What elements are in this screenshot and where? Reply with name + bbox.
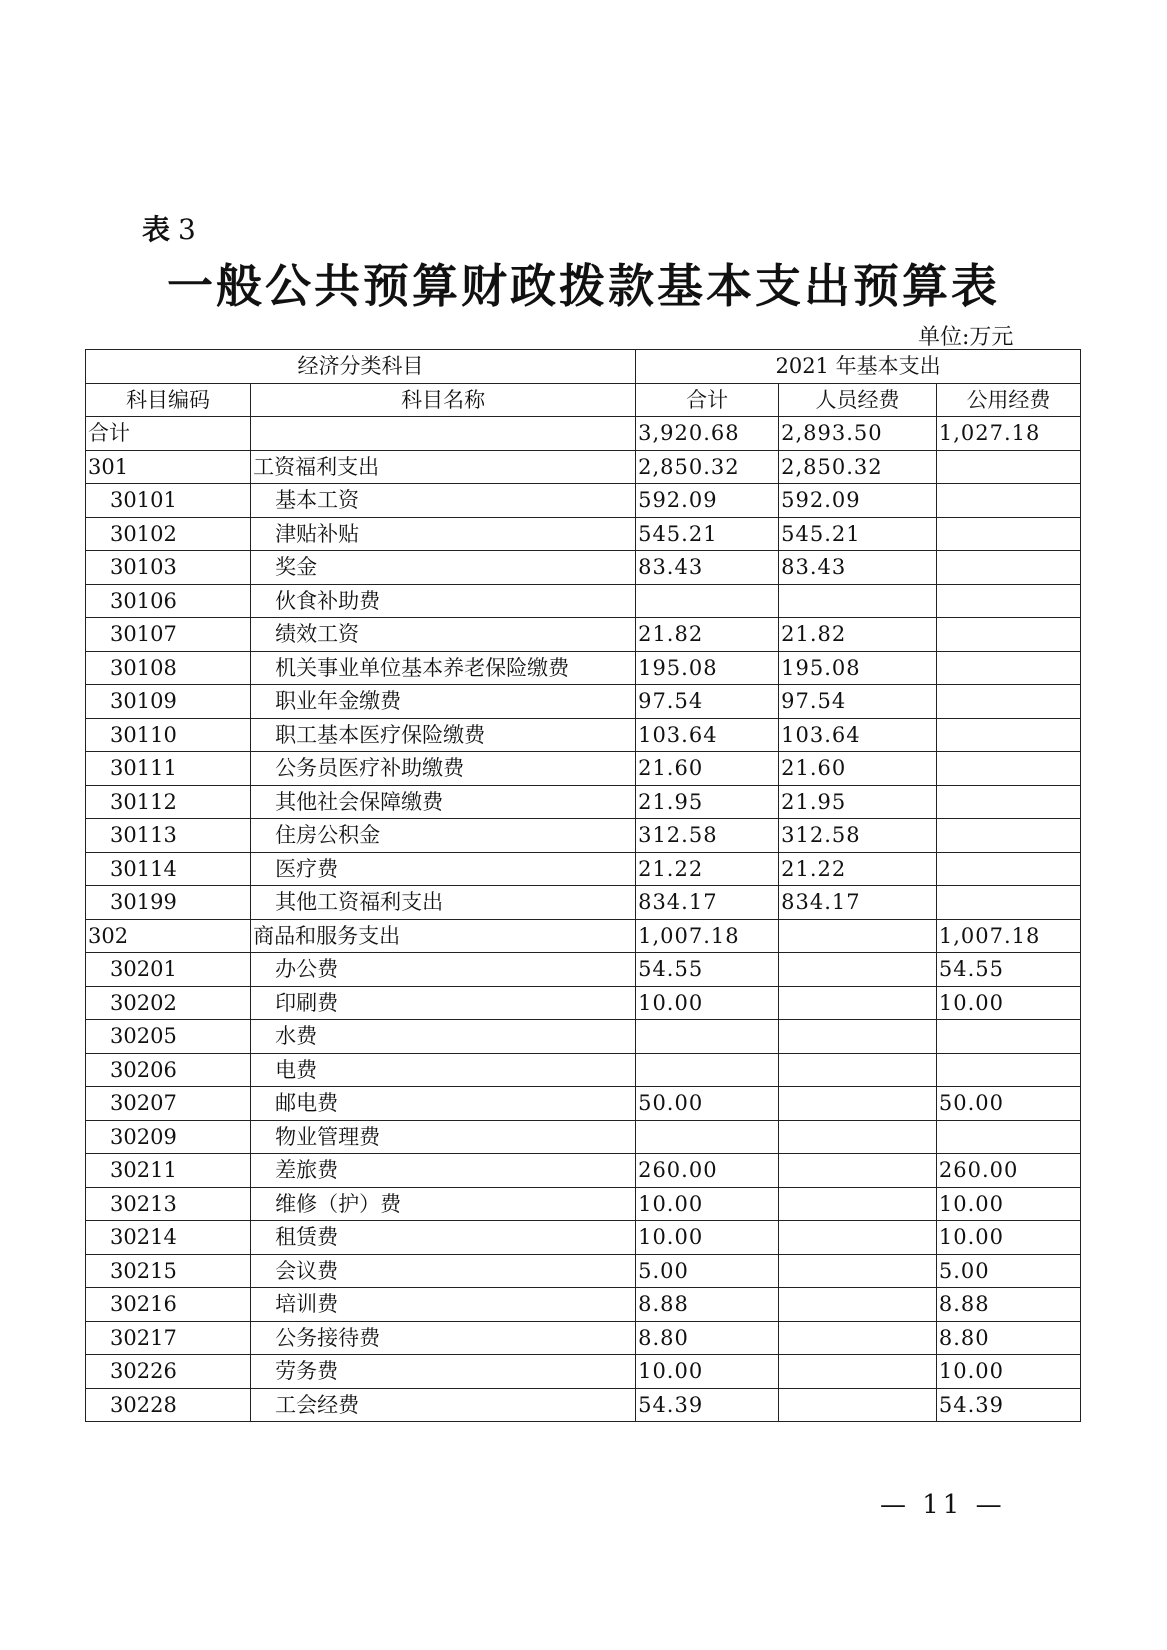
cell-personnel: 2,850.32 — [779, 450, 937, 484]
cell-personnel: 195.08 — [779, 651, 937, 685]
cell-total — [636, 1120, 779, 1154]
cell-personnel: 312.58 — [779, 819, 937, 853]
table-row — [86, 1020, 1081, 1054]
table-row — [86, 1187, 1081, 1221]
cell-public — [936, 584, 1080, 618]
cell-code: 30103 — [86, 551, 251, 585]
cell-total: 3,920.68 — [636, 417, 779, 451]
cell-code: 30101 — [86, 484, 251, 518]
cell-name: 印刷费 — [251, 986, 636, 1020]
cell-public: 8.80 — [936, 1321, 1080, 1355]
cell-name: 商品和服务支出 — [251, 919, 636, 953]
cell-public — [936, 484, 1080, 518]
cell-total: 2,850.32 — [636, 450, 779, 484]
cell-total — [636, 1053, 779, 1087]
unit-label: 单位:万元 — [918, 325, 1014, 350]
cell-code: 30215 — [86, 1254, 251, 1288]
cell-code: 30226 — [86, 1355, 251, 1389]
cell-public — [936, 1020, 1080, 1054]
cell-name — [251, 417, 636, 451]
cell-public — [936, 651, 1080, 685]
cell-public — [936, 517, 1080, 551]
cell-personnel — [779, 953, 937, 987]
table-row — [86, 450, 1081, 484]
cell-public: 1,007.18 — [936, 919, 1080, 953]
group-header-row — [86, 350, 1081, 384]
cell-total: 97.54 — [636, 685, 779, 719]
table-row — [86, 517, 1081, 551]
cell-code: 30112 — [86, 785, 251, 819]
cell-total — [636, 584, 779, 618]
cell-personnel: 21.82 — [779, 618, 937, 652]
cell-personnel: 103.64 — [779, 718, 937, 752]
cell-total: 103.64 — [636, 718, 779, 752]
cell-total: 195.08 — [636, 651, 779, 685]
cell-personnel: 2,893.50 — [779, 417, 937, 451]
cell-public — [936, 1120, 1080, 1154]
cell-total: 834.17 — [636, 886, 779, 920]
group-header-year: 2021 年基本支出 — [636, 350, 1081, 384]
cell-public — [936, 551, 1080, 585]
cell-public: 260.00 — [936, 1154, 1080, 1188]
cell-code: 30106 — [86, 584, 251, 618]
cell-public — [936, 819, 1080, 853]
cell-total: 50.00 — [636, 1087, 779, 1121]
col-header-public: 公用经费 — [936, 383, 1080, 417]
cell-code: 30108 — [86, 651, 251, 685]
cell-personnel — [779, 986, 937, 1020]
cell-code: 合计 — [86, 417, 251, 451]
cell-public: 54.55 — [936, 953, 1080, 987]
cell-name: 劳务费 — [251, 1355, 636, 1389]
cell-personnel: 834.17 — [779, 886, 937, 920]
col-header-name: 科目名称 — [251, 383, 636, 417]
cell-total: 83.43 — [636, 551, 779, 585]
table-row — [86, 752, 1081, 786]
cell-name: 绩效工资 — [251, 618, 636, 652]
cell-public: 10.00 — [936, 1187, 1080, 1221]
cell-public — [936, 852, 1080, 886]
cell-total: 10.00 — [636, 986, 779, 1020]
table-row — [86, 618, 1081, 652]
cell-total: 21.22 — [636, 852, 779, 886]
cell-name: 水费 — [251, 1020, 636, 1054]
table-row — [86, 1053, 1081, 1087]
cell-public: 1,027.18 — [936, 417, 1080, 451]
cell-code: 30216 — [86, 1288, 251, 1322]
cell-personnel — [779, 1053, 937, 1087]
cell-code: 30207 — [86, 1087, 251, 1121]
cell-code: 30111 — [86, 752, 251, 786]
cell-name: 差旅费 — [251, 1154, 636, 1188]
cell-code: 30214 — [86, 1221, 251, 1255]
cell-personnel — [779, 1187, 937, 1221]
cell-total: 1,007.18 — [636, 919, 779, 953]
cell-name: 职工基本医疗保险缴费 — [251, 718, 636, 752]
cell-personnel — [779, 1254, 937, 1288]
cell-public: 8.88 — [936, 1288, 1080, 1322]
cell-public: 54.39 — [936, 1388, 1080, 1422]
column-header-row — [86, 383, 1081, 417]
cell-name: 物业管理费 — [251, 1120, 636, 1154]
cell-public: 5.00 — [936, 1254, 1080, 1288]
cell-name: 其他工资福利支出 — [251, 886, 636, 920]
cell-code: 30217 — [86, 1321, 251, 1355]
table-row — [86, 852, 1081, 886]
table-row — [86, 1120, 1081, 1154]
cell-personnel — [779, 1120, 937, 1154]
cell-name: 机关事业单位基本养老保险缴费 — [251, 651, 636, 685]
table-row — [86, 718, 1081, 752]
cell-personnel — [779, 1087, 937, 1121]
cell-name: 会议费 — [251, 1254, 636, 1288]
cell-name: 公务接待费 — [251, 1321, 636, 1355]
budget-table — [85, 349, 1081, 1422]
cell-public — [936, 1053, 1080, 1087]
page-title: 一般公共预算财政拨款基本支出预算表 — [167, 259, 1000, 313]
cell-code: 302 — [86, 919, 251, 953]
cell-name: 奖金 — [251, 551, 636, 585]
cell-total: 312.58 — [636, 819, 779, 853]
cell-personnel: 97.54 — [779, 685, 937, 719]
cell-total: 545.21 — [636, 517, 779, 551]
table-row — [86, 785, 1081, 819]
cell-total: 10.00 — [636, 1187, 779, 1221]
cell-public — [936, 450, 1080, 484]
table-row — [86, 886, 1081, 920]
cell-name: 租赁费 — [251, 1221, 636, 1255]
table-row — [86, 986, 1081, 1020]
cell-personnel: 21.95 — [779, 785, 937, 819]
table-row — [86, 919, 1081, 953]
cell-total: 10.00 — [636, 1221, 779, 1255]
table-row — [86, 1388, 1081, 1422]
cell-public — [936, 752, 1080, 786]
cell-code: 30202 — [86, 986, 251, 1020]
cell-public — [936, 685, 1080, 719]
cell-personnel: 592.09 — [779, 484, 937, 518]
cell-name: 职业年金缴费 — [251, 685, 636, 719]
table-row — [86, 953, 1081, 987]
cell-total: 21.60 — [636, 752, 779, 786]
cell-personnel: 21.60 — [779, 752, 937, 786]
cell-code: 30213 — [86, 1187, 251, 1221]
cell-total: 54.39 — [636, 1388, 779, 1422]
group-header-econ: 经济分类科目 — [86, 350, 636, 384]
cell-name: 公务员医疗补助缴费 — [251, 752, 636, 786]
cell-code: 30107 — [86, 618, 251, 652]
cell-personnel — [779, 1154, 937, 1188]
cell-public: 10.00 — [936, 986, 1080, 1020]
cell-name: 培训费 — [251, 1288, 636, 1322]
cell-total: 21.82 — [636, 618, 779, 652]
cell-name: 其他社会保障缴费 — [251, 785, 636, 819]
table-row — [86, 1288, 1081, 1322]
cell-name: 津贴补贴 — [251, 517, 636, 551]
cell-public — [936, 886, 1080, 920]
cell-public — [936, 618, 1080, 652]
cell-code: 30228 — [86, 1388, 251, 1422]
cell-personnel — [779, 1020, 937, 1054]
cell-name: 基本工资 — [251, 484, 636, 518]
cell-personnel — [779, 584, 937, 618]
cell-personnel: 83.43 — [779, 551, 937, 585]
cell-name: 工会经费 — [251, 1388, 636, 1422]
cell-personnel — [779, 1321, 937, 1355]
cell-code: 301 — [86, 450, 251, 484]
cell-personnel — [779, 1388, 937, 1422]
table-row — [86, 1087, 1081, 1121]
cell-total: 8.88 — [636, 1288, 779, 1322]
col-header-personnel: 人员经费 — [779, 383, 937, 417]
table-row — [86, 1355, 1081, 1389]
cell-personnel — [779, 1288, 937, 1322]
cell-code: 30110 — [86, 718, 251, 752]
cell-name: 住房公积金 — [251, 819, 636, 853]
cell-code: 30201 — [86, 953, 251, 987]
cell-total: 260.00 — [636, 1154, 779, 1188]
cell-public — [936, 785, 1080, 819]
cell-name: 维修（护）费 — [251, 1187, 636, 1221]
table-row — [86, 1254, 1081, 1288]
cell-personnel — [779, 1355, 937, 1389]
cell-name: 电费 — [251, 1053, 636, 1087]
cell-total: 54.55 — [636, 953, 779, 987]
cell-public — [936, 718, 1080, 752]
table-row — [86, 584, 1081, 618]
table-row — [86, 1321, 1081, 1355]
cell-total: 592.09 — [636, 484, 779, 518]
table-row — [86, 551, 1081, 585]
cell-personnel — [779, 919, 937, 953]
cell-name: 医疗费 — [251, 852, 636, 886]
cell-public: 50.00 — [936, 1087, 1080, 1121]
cell-code: 30113 — [86, 819, 251, 853]
cell-code: 30199 — [86, 886, 251, 920]
table-row — [86, 1154, 1081, 1188]
cell-code: 30109 — [86, 685, 251, 719]
cell-name: 工资福利支出 — [251, 450, 636, 484]
col-header-code: 科目编码 — [86, 383, 251, 417]
cell-code: 30211 — [86, 1154, 251, 1188]
table-row — [86, 484, 1081, 518]
table-row — [86, 651, 1081, 685]
page-number: — 11 — — [880, 1490, 1006, 1520]
cell-name: 邮电费 — [251, 1087, 636, 1121]
cell-code: 30206 — [86, 1053, 251, 1087]
cell-public: 10.00 — [936, 1221, 1080, 1255]
table-label — [142, 208, 198, 248]
cell-total: 8.80 — [636, 1321, 779, 1355]
cell-public: 10.00 — [936, 1355, 1080, 1389]
cell-total: 10.00 — [636, 1355, 779, 1389]
cell-code: 30205 — [86, 1020, 251, 1054]
cell-total: 5.00 — [636, 1254, 779, 1288]
table-label-text: 表 — [142, 213, 173, 246]
table-row — [86, 819, 1081, 853]
table-row — [86, 417, 1081, 451]
table-row — [86, 1221, 1081, 1255]
table-number: 3 — [178, 213, 198, 246]
cell-name: 办公费 — [251, 953, 636, 987]
cell-code: 30209 — [86, 1120, 251, 1154]
col-header-total: 合计 — [636, 383, 779, 417]
table-row — [86, 685, 1081, 719]
cell-total: 21.95 — [636, 785, 779, 819]
cell-personnel: 21.22 — [779, 852, 937, 886]
cell-total — [636, 1020, 779, 1054]
cell-name: 伙食补助费 — [251, 584, 636, 618]
cell-personnel: 545.21 — [779, 517, 937, 551]
cell-code: 30114 — [86, 852, 251, 886]
cell-personnel — [779, 1221, 937, 1255]
cell-code: 30102 — [86, 517, 251, 551]
